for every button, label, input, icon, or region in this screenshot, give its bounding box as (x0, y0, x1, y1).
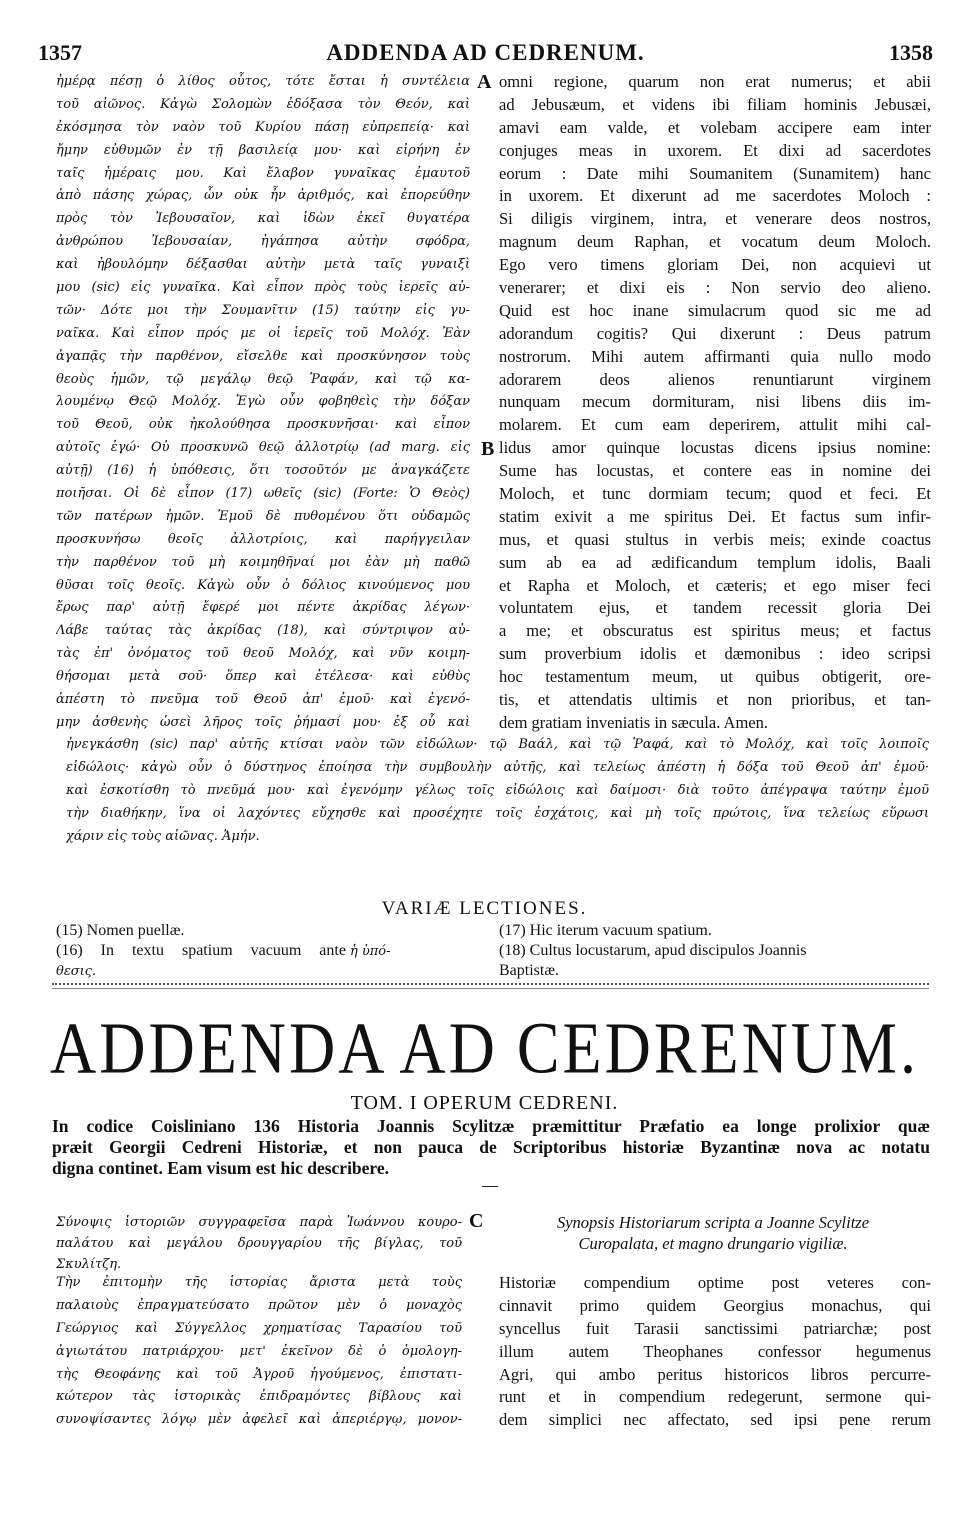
latin-line: Historiæ compendium optime post veteres con- (499, 1273, 931, 1292)
latin-line: nunquam mecum dormituram, nisi libens diis im- (499, 392, 931, 412)
latin-line: in uxorem. Et dixerunt ad me sacerdotes Moloch : (499, 186, 931, 206)
greek-line: Τὴν ἐπιτομὴν τῆς ἱστορίας ἄριστα μετὰ τοὺς (56, 1275, 462, 1290)
latin-line: nostrorum. Mihi autem affirmanti quia nullo modo (499, 346, 931, 366)
running-title: ADDENDA AD CEDRENUM. (326, 40, 645, 65)
greek-line: τὴν παρθένον τοῦ μὴ κοιμηθῆναί μοι ἐὰν μὴ παθῶ (56, 554, 470, 570)
greek-line: τοῦ αἰῶνος. Κἀγὼ Σολομὼν ἐδόξασα τὸν Θεόν, καὶ (56, 96, 470, 112)
latin-line: runt et in compendium redegerunt, sermone qui- (499, 1387, 931, 1407)
synopsis-greek-line: παλάτου καὶ μεγάλου δρουγγαρίου τῆς βίγλας, τοῦ (56, 1236, 462, 1251)
intro-line: digna continet. Eam visum est hic describere. (52, 1158, 390, 1178)
greek-line: ἀνθρώπου Ἰεβουσαίαν, ἠγάπησα αὐτὴν σφόδρα, (56, 234, 470, 250)
latin-line: hoc testamentum meum, ut quibus obtigerit, ore- (499, 667, 931, 687)
note-18: (18) Cultus locustarum, apud discipulos Joannis (499, 942, 807, 959)
divider-dotted (52, 983, 929, 985)
margin-marker-b: B (481, 438, 495, 460)
latin-line: a me; et obscuratus est spiritus meus; et factus (499, 621, 931, 641)
greek-line: θεοὺς ἡμῶν, τῷ μεγάλῳ θεῷ Ῥαφάν, καὶ τῷ κα- (56, 371, 470, 387)
latin-line: statim exivit a me spiritus Dei. Et factus sum infir- (499, 506, 931, 526)
latin-line: sum proverbium idolis et dæmonibus : ideo scripsi (499, 644, 931, 664)
note-15: (15) Nomen puellæ. (56, 922, 185, 939)
greek-line: ἀγαπᾷς τὴν παρθένον, εἴσελθε καὶ προσκύνησον τοὺς (56, 348, 470, 364)
greek-line: Γεώργιος καὶ Σύγγελλος χρηματίσας Ταρασίου τοῦ (56, 1320, 462, 1336)
latin-line: adorarem deos alienos renuntiarunt virginem (499, 369, 931, 389)
synopsis-greek-line: Σκυλίτζη. (56, 1257, 122, 1272)
margin-marker-a: A (477, 71, 492, 93)
note-16-cont: θεσις. (56, 964, 97, 979)
greek-text-column-bottom (56, 1272, 462, 1432)
greek-line: μην ἀσθενὴς ὡσεὶ λῆρος τοῖς ῥήμασί μου· ἐξ οὗ καὶ (56, 714, 470, 730)
greek-full-width-text (66, 734, 929, 848)
short-divider (482, 1186, 498, 1187)
section-title: ADDENDA AD CEDRENUM. (50, 1007, 919, 1089)
greek-line: εἰδώλοις· κἀγὼ οὖν ὁ δύστηνος ἐποίησα τὴν συμβουλὴν αὐτῆς, καὶ τελείως ἀπέστη ἡ δόξα τοῦ Θεοῦ ἀπ' ἐμοῦ· (66, 759, 929, 775)
latin-line: dem simplici nec affectato, sed ipsi pene rerum (499, 1410, 931, 1430)
synopsis-greek-line: Σύνοψις ἱστοριῶν συγγραφεῖσα παρὰ Ἰωάννου κουρο- (56, 1215, 462, 1230)
page-number-right: 1358 (889, 40, 933, 65)
greek-line: ταῖς ἡμέραις μου. Καὶ ἔλαβον γυναῖκας ἐμαυτοῦ (56, 165, 470, 181)
synopsis-latin-title (496, 1212, 930, 1254)
greek-text-column (56, 71, 470, 735)
greek-line: ἡμέρᾳ πέσῃ ὁ λίθος οὗτος, τότε ἔσται ἡ συντέλεια (56, 74, 470, 89)
greek-line: ἤμην εὐθυμῶν ἐν τῇ βασιλείᾳ μου· καὶ εἰρήνη ἐν (56, 142, 470, 158)
greek-line: κώτερον τὰς ἱστορικὰς ἐπιδραμόντες βίβλους καὶ (56, 1389, 462, 1405)
latin-line: lidus amor quinque locustas dicens ipsius nomine: (499, 438, 931, 458)
variae-lectiones-heading: VARIÆ LECTIONES. (381, 898, 588, 919)
greek-line: καὶ ἠβουλόμην δέξασθαι αὐτὴν μετὰ ταῖς γυναιξὶ (56, 257, 470, 273)
latin-line: Moloch, et tunc dormiam tecum; quod et feci. Et (499, 484, 931, 504)
latin-line: Si diligis virginem, intra, et venerare deos nostros, (499, 209, 931, 229)
greek-line: θῦσαι τοῖς θεοῖς. Κἀγὼ οὖν ὁ δόλιος κινούμενος μου (56, 577, 470, 593)
section-subtitle: TOM. I OPERUM CEDRENI. (350, 1092, 619, 1114)
latin-line: adorandum cogitis? Qui dixerunt : Deus patrum (499, 323, 931, 343)
latin-line: voluntatem ejus, et tandem recessit gloria Dei (499, 598, 931, 618)
latin-line: ad Jebusæum, et videns ibi filiam hominis Jebusæi, (499, 94, 931, 114)
intro-line: In codice Coisliniano 136 Historia Joannis Scylitzæ præmittitur Præfatio ea longe prolixior quæ (52, 1116, 930, 1136)
greek-line: τὰς ἐπ' ὀνόματος τοῦ θεοῦ Μολόχ, καὶ νῦν κοιμη- (56, 646, 470, 662)
note-16-greek: ἡ ὑπό- (349, 944, 391, 959)
greek-line: τοῦ Θεοῦ, οὐκ ἠκολούθησα προσκυνῆσαι· καὶ εἶπον (56, 417, 470, 433)
greek-line: τῶν πατέρων ἡμῶν. Ἐμοῦ δὲ πυθομένου ὅτι οὐδαμῶς (56, 508, 470, 524)
latin-line: Agri, qui ambo peritus historicos libros percurre- (499, 1364, 931, 1384)
greek-line: ἀπὸ πάσης χώρας, ὧν οὐκ ἦν ἀριθμός, καὶ ἐπορεύθην (56, 188, 470, 204)
note-16 (56, 941, 391, 962)
greek-line: ἔρως παρ' αὐτῇ ἔφερέ μοι πέντε ἀκρίδας λέγων· (56, 600, 470, 616)
section-intro (52, 1116, 930, 1179)
latin-line: syncellus fuit Tarasii sanctissimi patriarchæ; post (499, 1318, 931, 1338)
note-16-text: (16) In textu spatium vacuum ante (56, 942, 346, 959)
variant-notes-left (56, 921, 391, 982)
greek-line: ποιῆσαι. Οἱ δὲ εἶπον (17) ωθεῖς (sic) (Forte: Ὁ Θεὸς) (56, 486, 470, 502)
latin-line: tis, et attendatis ultimis et non prioribus, et tan- (499, 690, 931, 710)
latin-line: magnum deum Raphan, et vocatum deum Moloch. (499, 232, 931, 252)
latin-line: amavi eam valde, et volebam accipere eam inter (499, 117, 931, 137)
greek-line: μου (sic) εἰς γυναῖκα. Καὶ εἶπον πρὸς τοὺς ἱερεῖς αὐ- (56, 280, 470, 296)
latin-text-column (499, 71, 931, 735)
greek-line: συνοψίσαντες λόγῳ μὲν ἀφελεῖ καὶ ἀπεριέργῳ, μονον- (56, 1412, 462, 1428)
latin-line: mus, et quasi stultus in verbis meis; exinde coactus (499, 529, 931, 549)
greek-line: ἐκόσμησα τὸν ναὸν τοῦ Κυρίου πάσῃ εὐπρεπείᾳ· καὶ (56, 119, 470, 135)
greek-line: ναῖκα. Καὶ εἶπον πρός με οἱ ἱερεῖς τοῦ Μολόχ. Ἐὰν (56, 325, 470, 341)
synopsis-greek-title (56, 1212, 462, 1275)
greek-line: πρὸς τὸν Ἰεβουσαῖον, καὶ ἰδὼν ἐκεῖ θυγατέρα (56, 211, 470, 227)
greek-line: προσκυνήσω θεοῖς ἀλλοτρίοις, καὶ παρήγγειλαν (56, 531, 470, 547)
synopsis-latin-line: Curopalata, et magno drungario vigiliæ. (578, 1234, 848, 1253)
variant-notes-right (499, 921, 807, 981)
page-number-left: 1357 (38, 40, 82, 65)
greek-line: Λάβε ταύτας τὰς ἀκρίδας (18), καὶ σύντριψον αὐ- (56, 623, 470, 639)
latin-line: Ego vero timens gloriam Dei, non acquievi ut (499, 255, 931, 275)
margin-marker-c: C (469, 1210, 484, 1232)
synopsis-latin-line: Synopsis Historiarum scripta a Joanne Scylitze (556, 1213, 870, 1232)
greek-line: αὐτοῖς ἐγώ· Οὐ προσκυνῶ θεῷ ἀλλοτρίῳ (ad marg. εἰς (56, 440, 470, 456)
latin-line: et Rapha et Moloch, et cæteris; et ego miser feci (499, 575, 931, 595)
greek-line: χάριν εἰς τοὺς αἰῶνας. Ἀμήν. (66, 828, 260, 844)
latin-line: sum ab ea ad ædificandum templum idolis, Baali (499, 552, 931, 572)
latin-line: cinnavit primo quidem Georgius monachus, qui (499, 1295, 931, 1315)
greek-line: παλαιοὺς ἐπραγματεύσατο πρῶτον μὲν ὁ μοναχὸς (56, 1297, 462, 1313)
note-17: (17) Hic iterum vacuum spatium. (499, 922, 712, 939)
greek-line: τὴς Θεοφάνης καὶ τοῦ Ἀγροῦ ἡγούμενος, ἐπιστατι- (56, 1366, 462, 1382)
divider-line (52, 988, 929, 989)
latin-line: omni regione, quarum non erat numerus; et abii (499, 72, 931, 91)
latin-line: Quid est hoc inane simulacrum quod sic me ad (499, 300, 931, 320)
latin-line: Sume has locustas, et contere eas in nomine dei (499, 461, 931, 481)
latin-line: conjuges meas in uxorem. Et dixi ad sacerdotes (499, 140, 931, 160)
greek-line: θήσομαι μετὰ σοῦ· ὅπερ καὶ ἐτέλεσα· καὶ εὐθὺς (56, 669, 470, 685)
intro-line: præit Georgii Cedreni Historiæ, et non pauca de Scriptoribus historiæ Byzantinæ nova ac notatu (52, 1137, 930, 1157)
greek-line: ἠνεγκάσθη (sic) παρ' αὐτῆς κτίσαι ναὸν τῶν εἰδώλων· τῷ Βαάλ, καὶ τῷ Ῥαφά, καὶ τὸ Μολόχ, καὶ τοῖς λοιποῖς (66, 737, 929, 752)
latin-line: dem gratiam inveniatis in sæcula. Amen. (499, 712, 768, 732)
latin-line: illum autem Theophanes confessor hegumenus (499, 1341, 931, 1361)
latin-line: molarem. Et cum eam deperirem, attulit mihi cal- (499, 415, 931, 435)
latin-line: eorum : Date mihi Soumanitem (Sunamitem) hanc (499, 163, 931, 183)
latin-line: venerarer; et dixi eis : Non servio deo alieno. (499, 278, 931, 298)
greek-line: καὶ ἐσκοτίσθη τὸ πνεῦμά μου· καὶ ἐγενόμην γέλως τοῖς εἰδώλοις καὶ δαίμοσι· διὰ τοῦτο ἀπέγραψα ταύτην ἐμοῦ (66, 782, 929, 798)
greek-line: λουμένῳ Θεῷ Μολόχ. Ἐγὼ οὖν φοβηθεὶς τὴν δόξαν (56, 394, 470, 410)
note-18-cont: Baptistæ. (499, 962, 560, 979)
greek-line: τὴν διαθήκην, ἵνα οἱ λαχόντες εὔχησθε καὶ προσέχητε τοῖς ἐσχάτοις, καὶ μὴ τοῖς πρώτοις, ἵνα τελείως εὕρωσι (66, 805, 929, 821)
latin-text-column-bottom (499, 1272, 931, 1432)
greek-line: τῶν· Δότε μοι τὴν Σουμανῖτιν (15) ταύτην εἰς γυ- (56, 302, 470, 318)
greek-line: ἁγιωτάτου πατριάρχου· μετ' ἐκεῖνον δὲ ὁ ὁμολογη- (56, 1343, 462, 1359)
greek-line: ἀπέστη τὸ πνεῦμα τοῦ Θεοῦ ἀπ' ἐμοῦ· καὶ ἐγενό- (56, 692, 470, 708)
running-header (38, 40, 933, 70)
greek-line: αὐτῇ) (16) ἡ ὑπόθεσις, ὅτι τοσοῦτόν με ἀναγκάζετε (56, 463, 470, 479)
